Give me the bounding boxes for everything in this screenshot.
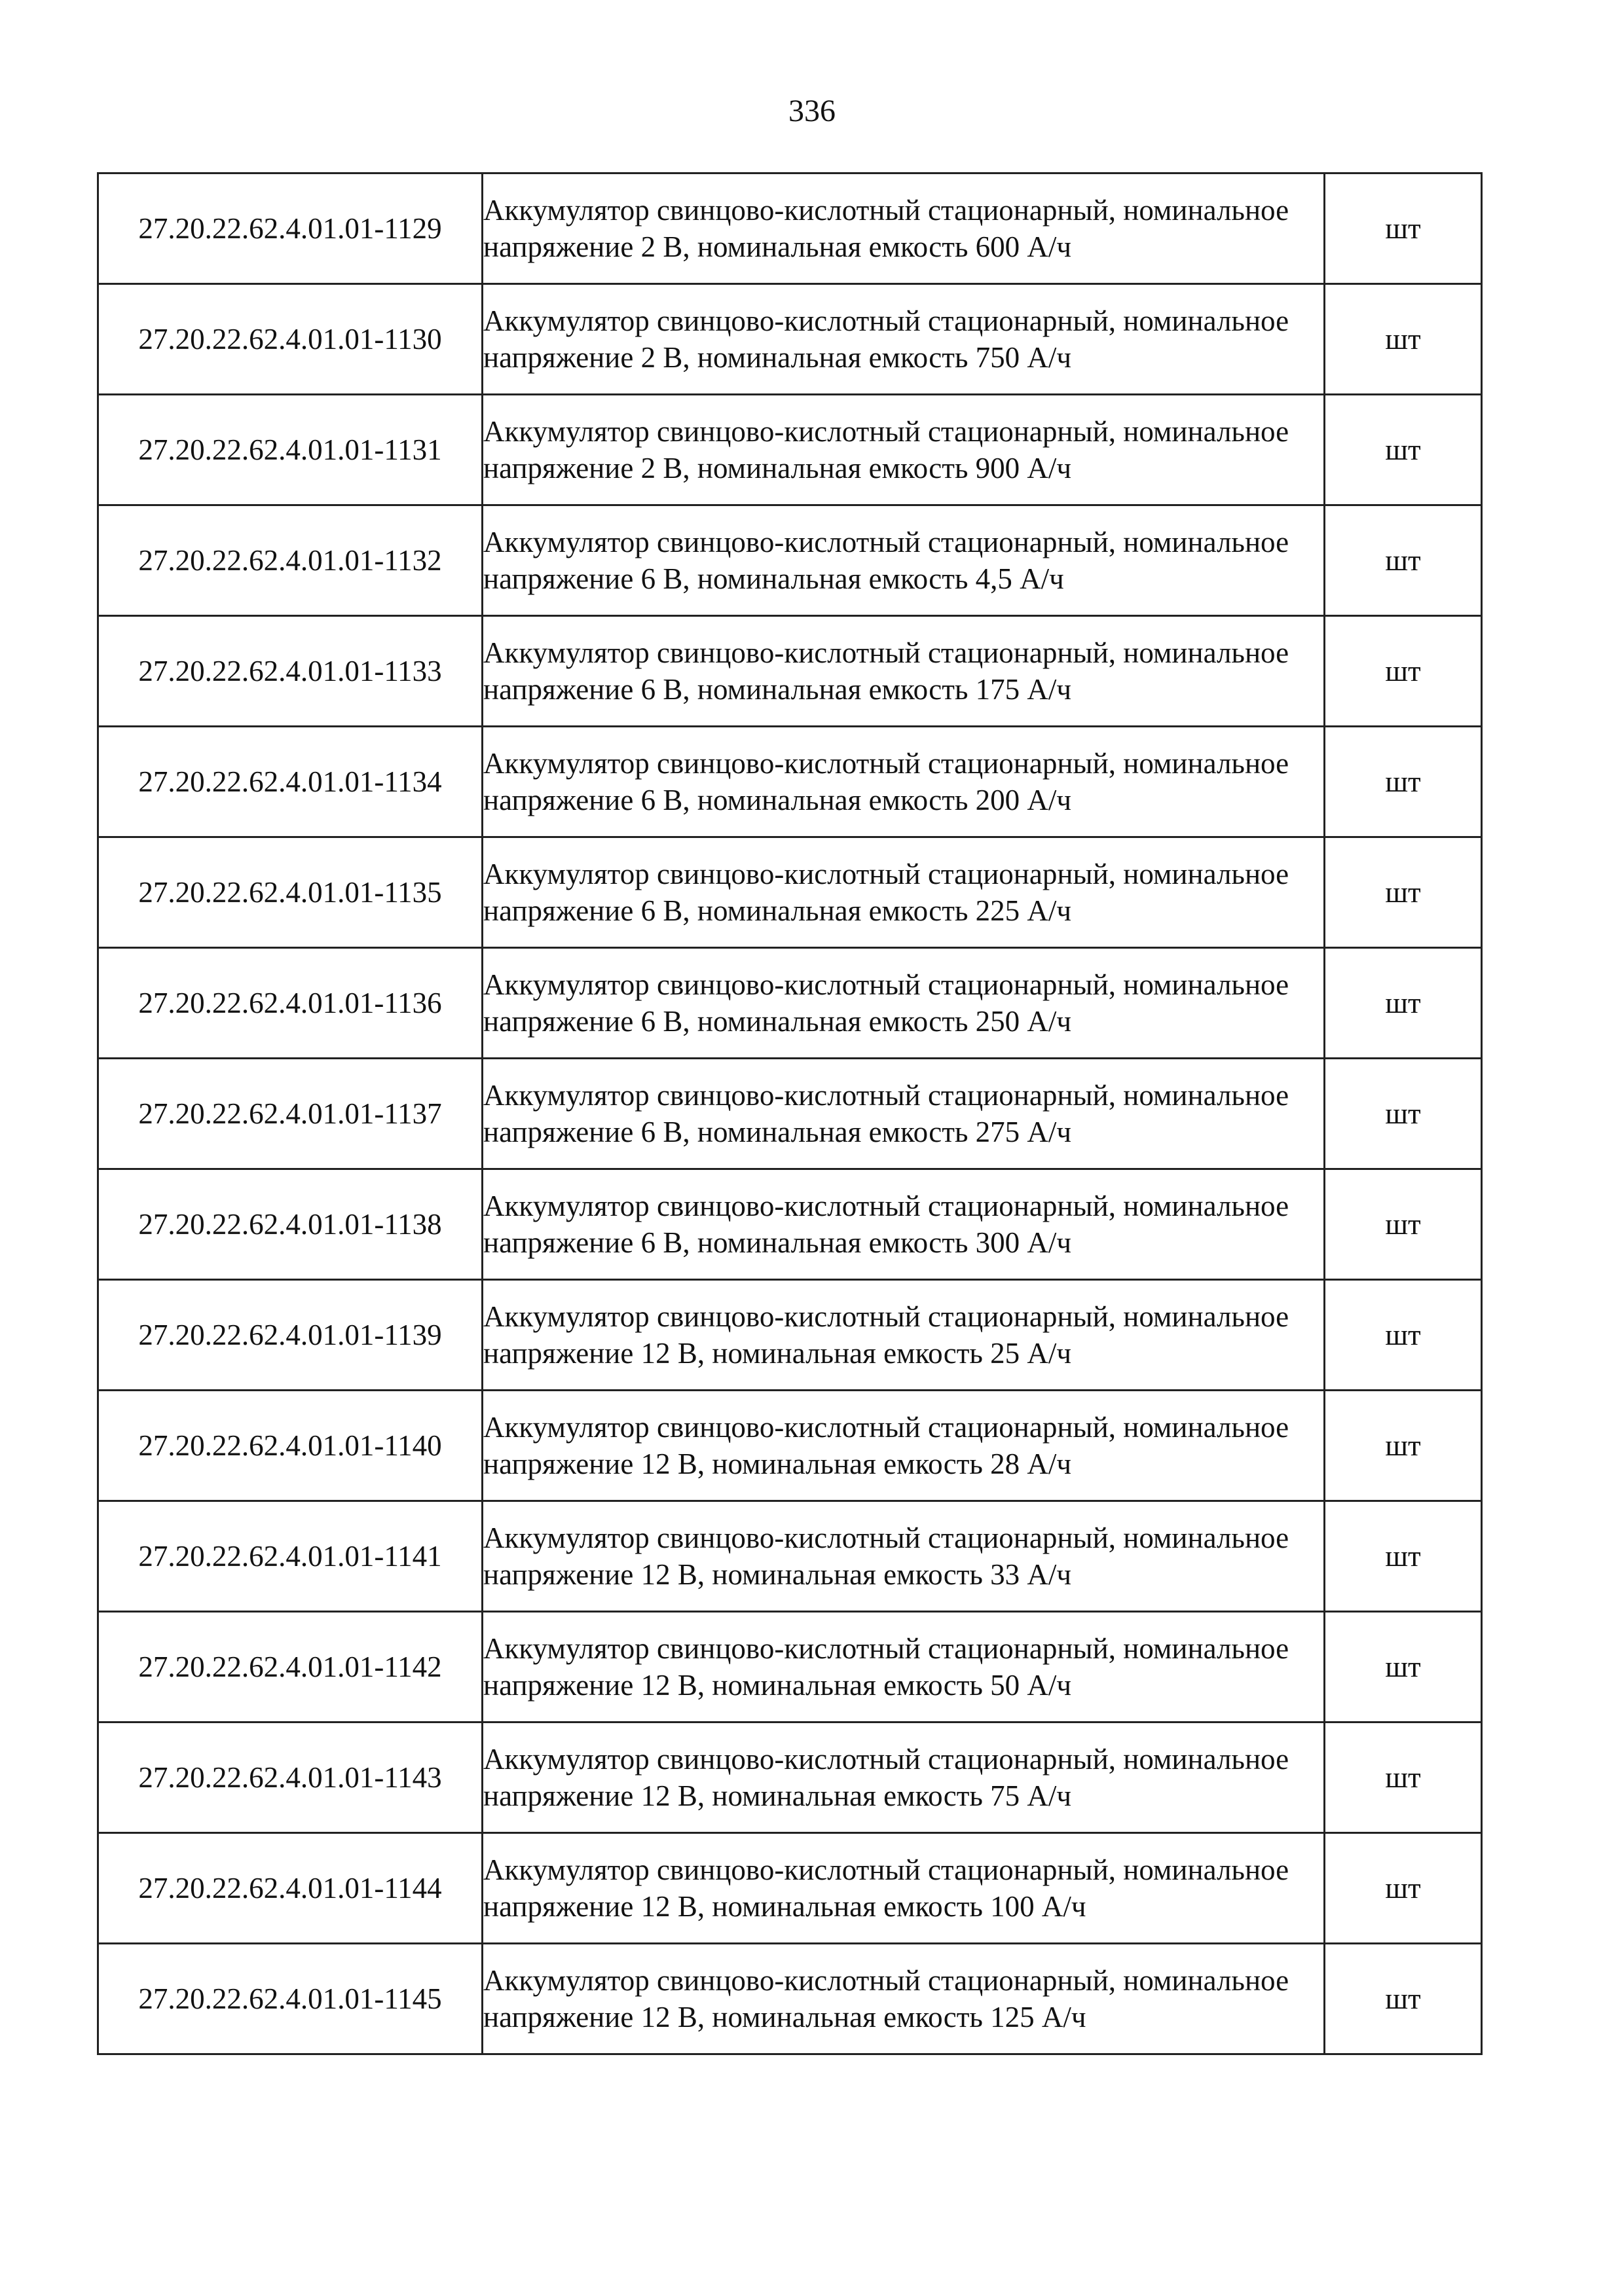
table-row	[98, 505, 1482, 616]
resource-code: 27.20.22.62.4.01.01-1144	[98, 1833, 483, 1944]
resource-code: 27.20.22.62.4.01.01-1135	[98, 837, 483, 948]
resource-unit: шт	[1325, 1722, 1482, 1833]
table-row	[98, 395, 1482, 505]
resource-code: 27.20.22.62.4.01.01-1139	[98, 1280, 483, 1391]
resource-description: Аккумулятор свинцово-кислотный стационарный, номинальное напряжение 12 В, номинальная емкость 75 А/ч	[483, 1722, 1325, 1833]
table-row	[98, 1501, 1482, 1612]
resource-description: Аккумулятор свинцово-кислотный стационарный, номинальное напряжение 6 В, номинальная емкость 250 А/ч	[483, 948, 1325, 1059]
resource-description: Аккумулятор свинцово-кислотный стационарный, номинальное напряжение 6 В, номинальная емкость 225 А/ч	[483, 837, 1325, 948]
table-row	[98, 616, 1482, 727]
resource-unit: шт	[1325, 727, 1482, 837]
resource-code: 27.20.22.62.4.01.01-1134	[98, 727, 483, 837]
resource-code: 27.20.22.62.4.01.01-1138	[98, 1169, 483, 1280]
resource-unit: шт	[1325, 1944, 1482, 2054]
table-row	[98, 1059, 1482, 1169]
table-row	[98, 837, 1482, 948]
resource-unit: шт	[1325, 616, 1482, 727]
resource-description: Аккумулятор свинцово-кислотный стационарный, номинальное напряжение 12 В, номинальная емкость 28 А/ч	[483, 1391, 1325, 1501]
table-row	[98, 1391, 1482, 1501]
resource-description: Аккумулятор свинцово-кислотный стационарный, номинальное напряжение 12 В, номинальная емкость 50 А/ч	[483, 1612, 1325, 1722]
resource-unit: шт	[1325, 1280, 1482, 1391]
table-row	[98, 727, 1482, 837]
resource-unit: шт	[1325, 505, 1482, 616]
resource-description: Аккумулятор свинцово-кислотный стационарный, номинальное напряжение 2 В, номинальная емкость 900 А/ч	[483, 395, 1325, 505]
resource-unit: шт	[1325, 948, 1482, 1059]
resource-description: Аккумулятор свинцово-кислотный стационарный, номинальное напряжение 12 В, номинальная емкость 125 А/ч	[483, 1944, 1325, 2054]
resource-code: 27.20.22.62.4.01.01-1131	[98, 395, 483, 505]
resource-description: Аккумулятор свинцово-кислотный стационарный, номинальное напряжение 12 В, номинальная емкость 100 А/ч	[483, 1833, 1325, 1944]
resource-description: Аккумулятор свинцово-кислотный стационарный, номинальное напряжение 6 В, номинальная емкость 4,5 А/ч	[483, 505, 1325, 616]
resource-unit: шт	[1325, 837, 1482, 948]
resource-code: 27.20.22.62.4.01.01-1141	[98, 1501, 483, 1612]
resource-unit: шт	[1325, 173, 1482, 284]
resource-table	[97, 172, 1483, 2055]
resource-code: 27.20.22.62.4.01.01-1142	[98, 1612, 483, 1722]
resource-code: 27.20.22.62.4.01.01-1132	[98, 505, 483, 616]
resource-unit: шт	[1325, 1059, 1482, 1169]
table-row	[98, 1944, 1482, 2054]
table-row	[98, 1722, 1482, 1833]
resource-description: Аккумулятор свинцово-кислотный стационарный, номинальное напряжение 2 В, номинальная емкость 750 А/ч	[483, 284, 1325, 395]
resource-description: Аккумулятор свинцово-кислотный стационарный, номинальное напряжение 12 В, номинальная емкость 33 А/ч	[483, 1501, 1325, 1612]
resource-code: 27.20.22.62.4.01.01-1140	[98, 1391, 483, 1501]
resource-description: Аккумулятор свинцово-кислотный стационарный, номинальное напряжение 6 В, номинальная емкость 300 А/ч	[483, 1169, 1325, 1280]
resource-code: 27.20.22.62.4.01.01-1133	[98, 616, 483, 727]
table-row	[98, 948, 1482, 1059]
table-row	[98, 173, 1482, 284]
table-row	[98, 1612, 1482, 1722]
resource-unit: шт	[1325, 284, 1482, 395]
resource-code: 27.20.22.62.4.01.01-1129	[98, 173, 483, 284]
resource-code: 27.20.22.62.4.01.01-1143	[98, 1722, 483, 1833]
resource-unit: шт	[1325, 1501, 1482, 1612]
resource-unit: шт	[1325, 1833, 1482, 1944]
resource-description: Аккумулятор свинцово-кислотный стационарный, номинальное напряжение 6 В, номинальная емкость 275 А/ч	[483, 1059, 1325, 1169]
page-number: 336	[788, 94, 836, 128]
table-row	[98, 284, 1482, 395]
resource-code: 27.20.22.62.4.01.01-1136	[98, 948, 483, 1059]
resource-unit: шт	[1325, 1612, 1482, 1722]
table-row	[98, 1169, 1482, 1280]
table-row	[98, 1280, 1482, 1391]
resource-description: Аккумулятор свинцово-кислотный стационарный, номинальное напряжение 6 В, номинальная емкость 175 А/ч	[483, 616, 1325, 727]
resource-unit: шт	[1325, 1391, 1482, 1501]
resource-description: Аккумулятор свинцово-кислотный стационарный, номинальное напряжение 6 В, номинальная емкость 200 А/ч	[483, 727, 1325, 837]
resource-code: 27.20.22.62.4.01.01-1130	[98, 284, 483, 395]
resource-unit: шт	[1325, 1169, 1482, 1280]
resource-unit: шт	[1325, 395, 1482, 505]
table-row	[98, 1833, 1482, 1944]
resource-table-body	[98, 173, 1482, 2054]
resource-description: Аккумулятор свинцово-кислотный стационарный, номинальное напряжение 12 В, номинальная емкость 25 А/ч	[483, 1280, 1325, 1391]
resource-code: 27.20.22.62.4.01.01-1137	[98, 1059, 483, 1169]
resource-description: Аккумулятор свинцово-кислотный стационарный, номинальное напряжение 2 В, номинальная емкость 600 А/ч	[483, 173, 1325, 284]
resource-code: 27.20.22.62.4.01.01-1145	[98, 1944, 483, 2054]
